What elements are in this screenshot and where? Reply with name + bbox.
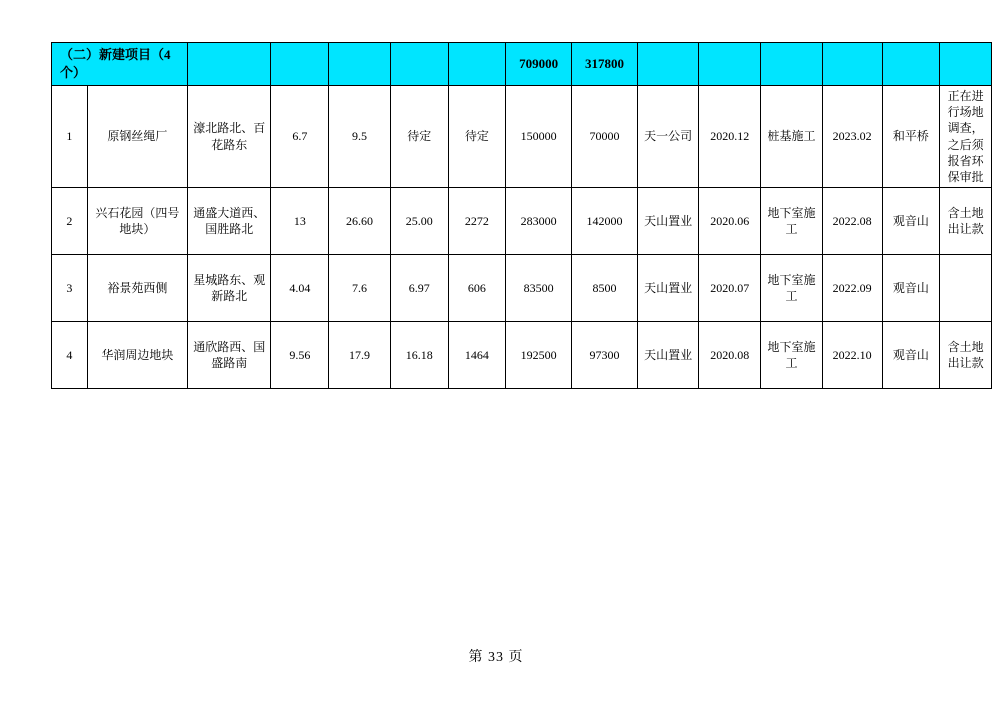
row-value-1: 9.56 [271,322,329,389]
row-value-4: 606 [448,255,506,322]
row-value-6: 142000 [572,188,638,255]
row-value-5: 150000 [506,86,572,188]
row-project-name: 华润周边地块 [87,322,187,389]
row-area: 和平桥 [882,86,940,188]
header-cell-note [940,43,992,86]
row-start-date: 2020.12 [699,86,761,188]
row-value-6: 97300 [572,322,638,389]
row-company: 天一公司 [637,86,699,188]
row-value-1: 6.7 [271,86,329,188]
row-company: 天山置业 [637,322,699,389]
row-index: 4 [52,322,88,389]
row-status: 地下室施工 [761,188,823,255]
row-value-2: 7.6 [329,255,391,322]
row-value-6: 8500 [572,255,638,322]
row-project-name: 裕景苑西侧 [87,255,187,322]
row-project-name: 原钢丝绳厂 [87,86,187,188]
header-cell-status [761,43,823,86]
row-note: 正在进行场地调查，之后须报省环保审批 [940,86,992,188]
projects-table [51,42,992,389]
row-address: 星城路东、观新路北 [188,255,271,322]
row-value-1: 4.04 [271,255,329,322]
row-project-name: 兴石花园（四号地块） [87,188,187,255]
row-note: 含土地出让款 [940,322,992,389]
row-note: 含土地出让款 [940,188,992,255]
row-value-4: 2272 [448,188,506,255]
row-value-4: 待定 [448,86,506,188]
row-status: 地下室施工 [761,255,823,322]
row-note [940,255,992,322]
header-total-v6: 317800 [572,43,638,86]
row-value-2: 17.9 [329,322,391,389]
header-cell-v3 [390,43,448,86]
row-status: 桩基施工 [761,86,823,188]
row-area: 观音山 [882,188,940,255]
row-end-date: 2022.10 [822,322,882,389]
row-value-4: 1464 [448,322,506,389]
header-cell-v1 [271,43,329,86]
header-cell-v4 [448,43,506,86]
header-cell-area [882,43,940,86]
header-cell-company [637,43,699,86]
row-index: 3 [52,255,88,322]
row-value-2: 26.60 [329,188,391,255]
header-cell-start [699,43,761,86]
row-index: 1 [52,86,88,188]
row-area: 观音山 [882,322,940,389]
row-start-date: 2020.06 [699,188,761,255]
row-value-6: 70000 [572,86,638,188]
table-row [52,322,992,389]
row-value-5: 192500 [506,322,572,389]
row-end-date: 2022.08 [822,188,882,255]
table-row [52,255,992,322]
header-cell-end [822,43,882,86]
row-company: 天山置业 [637,188,699,255]
row-start-date: 2020.07 [699,255,761,322]
row-value-2: 9.5 [329,86,391,188]
row-end-date: 2022.09 [822,255,882,322]
row-address: 通欣路西、国盛路南 [188,322,271,389]
row-value-3: 16.18 [390,322,448,389]
header-cell-address [188,43,271,86]
row-address: 濠北路北、百花路东 [188,86,271,188]
row-start-date: 2020.08 [699,322,761,389]
row-value-5: 83500 [506,255,572,322]
section-title: （二）新建项目（4个） [52,43,188,86]
table-row [52,188,992,255]
table-row [52,86,992,188]
row-index: 2 [52,188,88,255]
row-value-1: 13 [271,188,329,255]
row-value-3: 6.97 [390,255,448,322]
header-cell-v2 [329,43,391,86]
row-address: 通盛大道西、国胜路北 [188,188,271,255]
page-footer: 第 33 页 [468,650,524,665]
table-section-header-row [52,43,992,86]
row-status: 地下室施工 [761,322,823,389]
row-value-5: 283000 [506,188,572,255]
row-value-3: 待定 [390,86,448,188]
row-end-date: 2023.02 [822,86,882,188]
row-company: 天山置业 [637,255,699,322]
row-area: 观音山 [882,255,940,322]
header-total-v5: 709000 [506,43,572,86]
row-value-3: 25.00 [390,188,448,255]
